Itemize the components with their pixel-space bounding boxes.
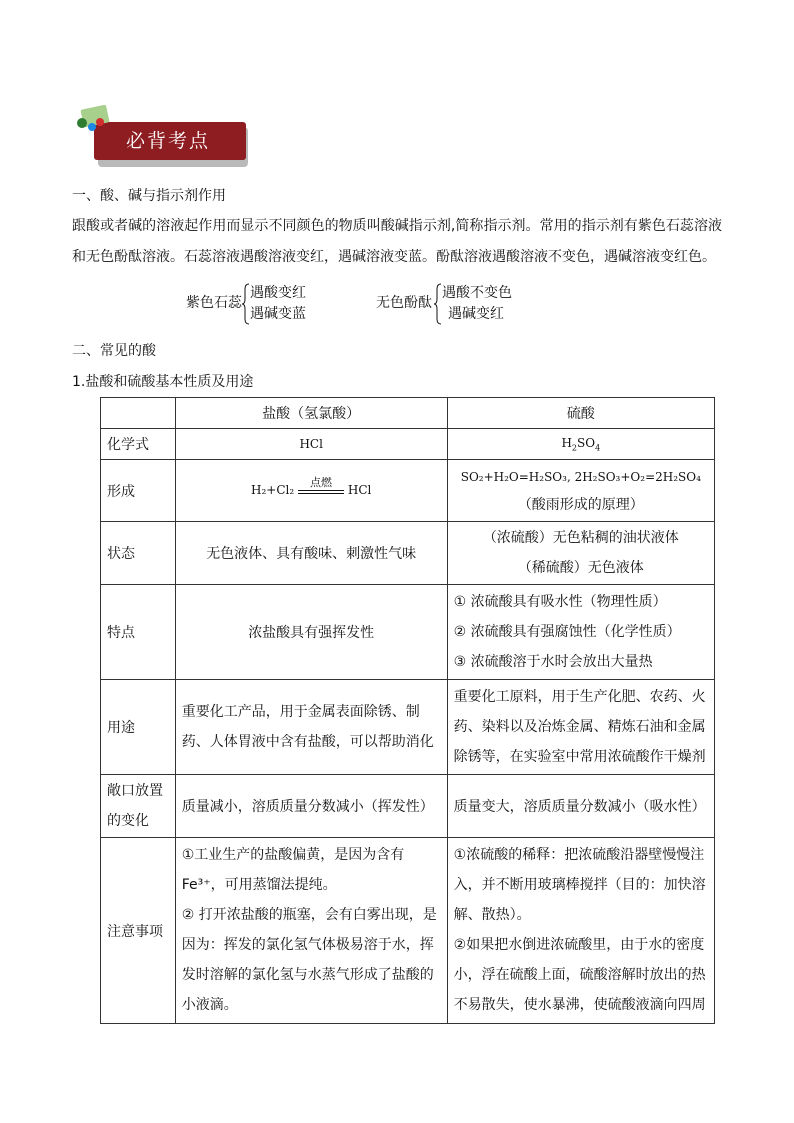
acids-table (100, 397, 715, 1024)
row-label: 化学式 (101, 429, 176, 460)
section2-sub1: 1.盐酸和硫酸基本性质及用途 (72, 374, 254, 390)
hcl-eq-right: HCl (347, 483, 372, 498)
h2so4-use: 重要化工原料，用于生产化肥、农药、火药、染料以及冶炼金属、精炼石油和金属除锈等，在实验室中常用浓硫酸作干燥剂 (447, 680, 714, 775)
section1-heading: 一、酸、碱与指示剂作用 (72, 188, 226, 204)
brace-icon (434, 283, 442, 325)
molecule-icon (72, 105, 112, 135)
section1-paragraph: 跟酸或者碱的溶液起作用而显示不同颜色的物质叫酸碱指示剂,简称指示剂。常用的指示剂有紫色石蕊溶液和无色酚酞溶液。石蕊溶液遇酸溶液变红，遇碱溶液变蓝。酚酞溶液遇酸溶液不变色，遇碱溶液变红色。 (72, 218, 722, 265)
h2so4-state: （浓硫酸）无色粘稠的油状液体 （稀硫酸）无色液体 (447, 522, 714, 585)
h2so4-formation (447, 460, 714, 522)
brace-icon (242, 283, 250, 325)
h2so4-equation: SO₂+H₂O=H₂SO₃, 2H₂SO₃+O₂=2H₂SO₄ (460, 469, 701, 484)
header-cell: 硫酸 (447, 398, 714, 429)
table-row (101, 838, 715, 1024)
phenol-acid: 遇酸不变色 (442, 285, 512, 301)
phenol-label: 无色酚酞 (376, 295, 432, 311)
section-badge (72, 105, 252, 167)
section2-heading: 二、常见的酸 (72, 343, 156, 359)
h2so4-notes: ①浓硫酸的稀释：把浓硫酸沿器壁慢慢注入，并不断用玻璃棒搅拌（目的：加快溶解、散热）。 ②如果把水倒进浓硫酸里，由于水的密度小，浮在硫酸上面，硫酸溶解时放出的热不易散失，使水暴沸，使硫酸液滴向四周 (447, 838, 714, 1024)
table-row (101, 680, 715, 775)
header-cell (101, 398, 176, 429)
row-label: 用途 (101, 680, 176, 775)
row-label: 状态 (101, 522, 176, 585)
hcl-use: 重要化工产品，用于金属表面除锈、制药、人体胃液中含有盐酸，可以帮助消化 (175, 680, 447, 775)
reaction-condition: 点燃 (298, 484, 344, 498)
hcl-formation (175, 460, 447, 522)
hcl-open: 质量减小，溶质质量分数减小（挥发性） (175, 775, 447, 838)
row-label: 特点 (101, 585, 176, 680)
badge-label: 必背考点 (94, 122, 246, 160)
hcl-state: 无色液体、具有酸味、刺激性气味 (175, 522, 447, 585)
hcl-formula: HCl (175, 429, 447, 460)
row-label: 形成 (101, 460, 176, 522)
table-row (101, 460, 715, 522)
litmus-base: 遇碱变蓝 (250, 306, 306, 322)
h2so4-note: （酸雨形成的原理） (517, 496, 644, 513)
hcl-eq-left: H₂+Cl₂ (251, 483, 295, 498)
hcl-notes: ①工业生产的盐酸偏黄，是因为含有 Fe³⁺，可用蒸馏法提纯。 ② 打开浓盐酸的瓶塞，会有白雾出现，是因为：挥发的氯化氢气体极易溶于水，挥发时溶解的氯化氢与水蒸气形成了盐酸的小液滴。 (175, 838, 447, 1024)
header-cell: 盐酸（氢氯酸） (175, 398, 447, 429)
litmus-acid: 遇酸变红 (250, 285, 306, 301)
h2so4-open: 质量变大，溶质质量分数减小（吸水性） (447, 775, 714, 838)
table-row (101, 429, 715, 460)
row-label: 注意事项 (101, 838, 176, 1024)
row-label: 敞口放置的变化 (101, 775, 176, 838)
table-row (101, 522, 715, 585)
litmus-label: 紫色石蕊 (186, 295, 242, 311)
phenol-base: 遇碱变红 (448, 306, 504, 322)
table-row (101, 398, 715, 429)
h2so4-formula: $H_2SO_4$ (447, 429, 714, 460)
h2so4-feature: ① 浓硫酸具有吸水性（物理性质） ② 浓硫酸具有强腐蚀性（化学性质） ③ 浓硫酸溶于水时会放出大量热 (447, 585, 714, 680)
hcl-feature: 浓盐酸具有强挥发性 (175, 585, 447, 680)
table-row (101, 775, 715, 838)
table-row (101, 585, 715, 680)
